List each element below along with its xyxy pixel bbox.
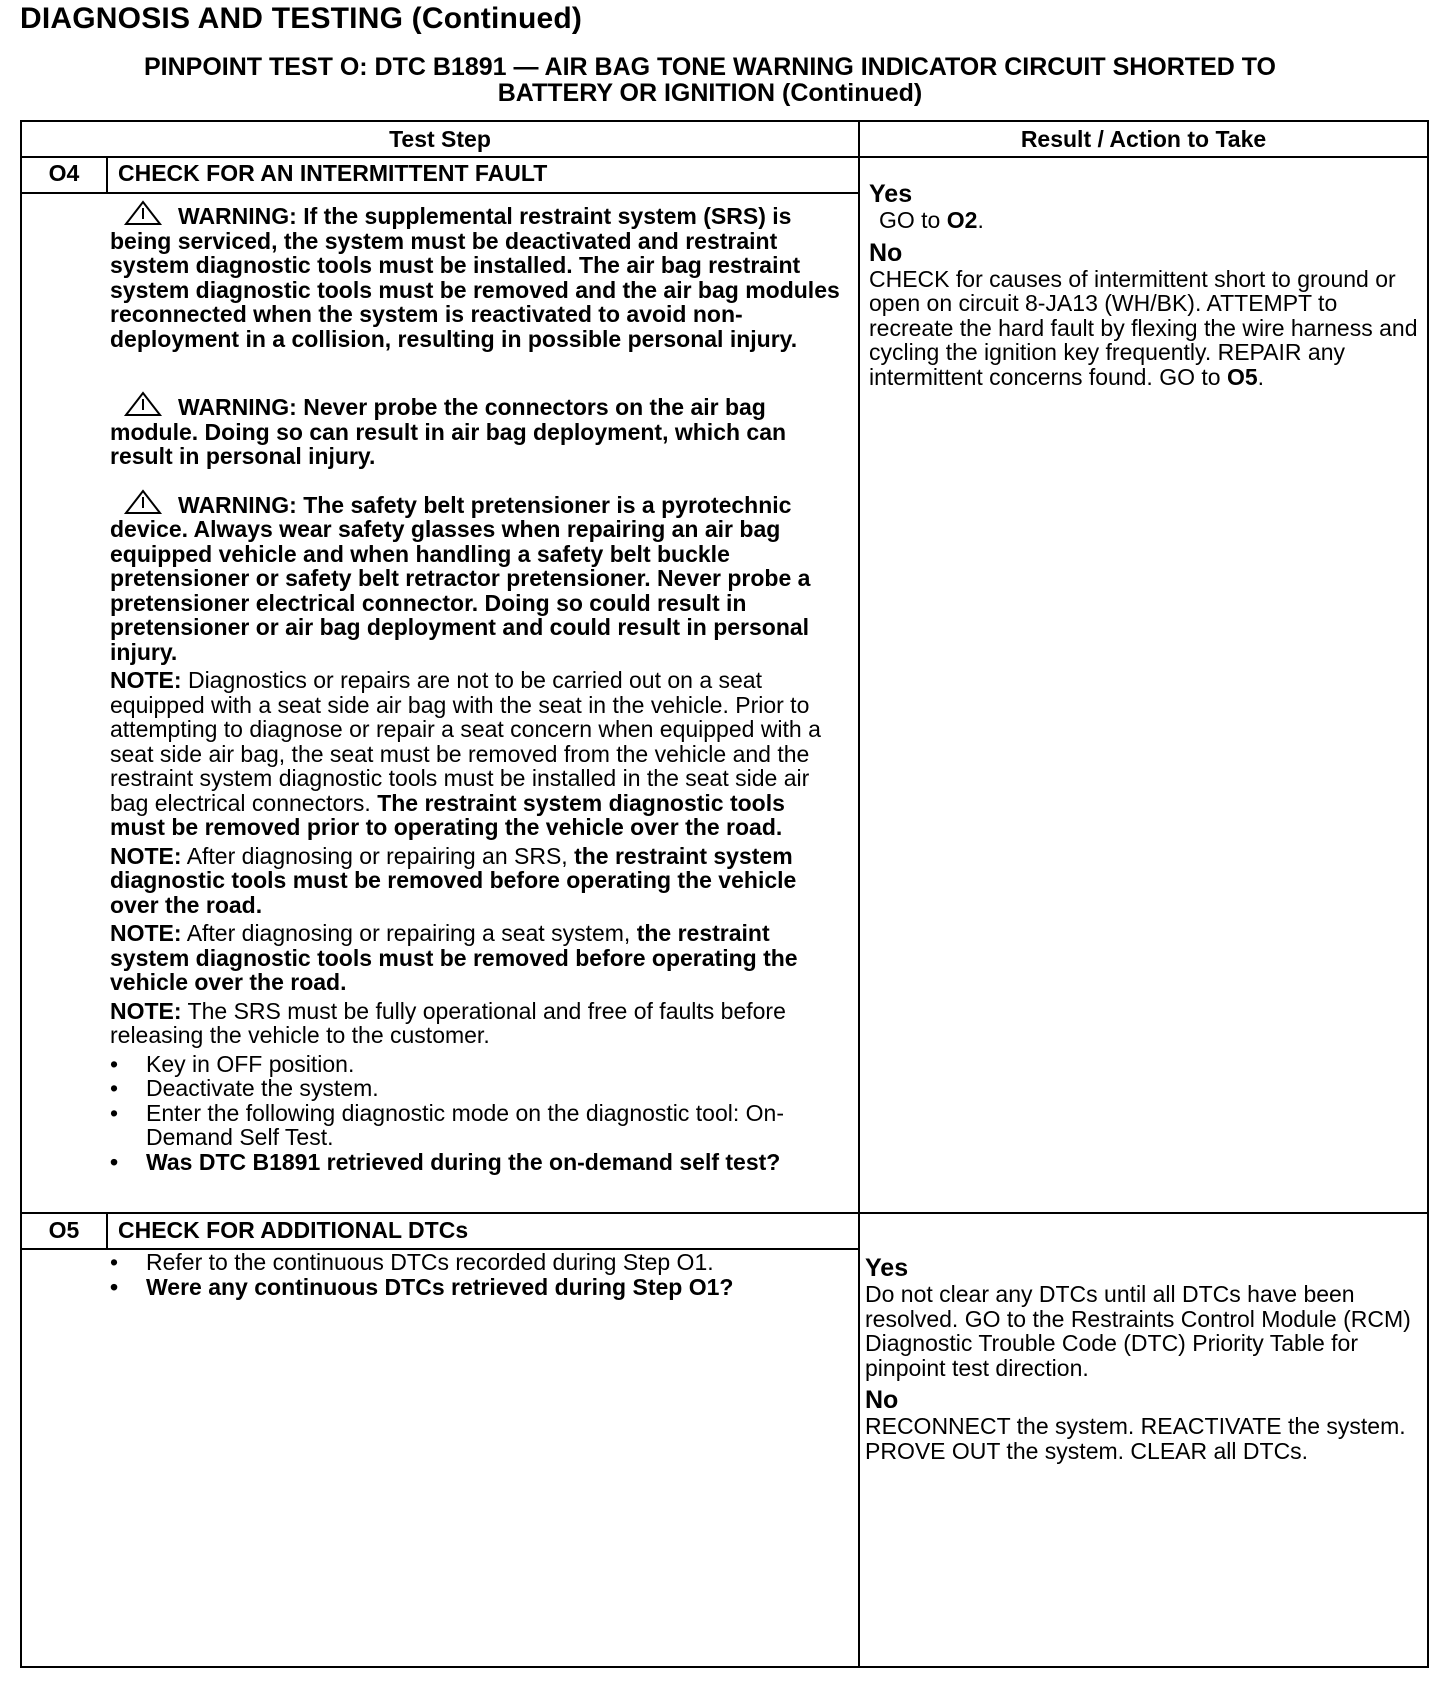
- note-srs-operational: [110, 999, 840, 1048]
- step-question-o4: • Was DTC B1891 retrieved during the on-demand self test?: [110, 1150, 840, 1175]
- note-text: The SRS must be fully operational and free of faults before releasing the vehicle to the customer.: [110, 997, 786, 1048]
- note-emphasis: the restraint system diagnostic tools must be removed before operating the vehicle over the road.: [110, 920, 798, 995]
- note-label: NOTE:: [110, 920, 182, 946]
- note-text: Diagnostics or repairs are not to be carried out on a seat equipped with a seat side air bag with the seat in the vehicle. Prior to attempting to diagnose or repair a seat concern when equipped with a seat side air bag, the seat must be removed from the vehicle and the restraint system diagnostic tools must be installed in the seat side air bag electrical connectors.: [110, 667, 821, 816]
- result-yes-action: GO to: [879, 207, 941, 233]
- note-seat-side-airbag: [110, 668, 840, 840]
- warning-triangle-icon: [122, 391, 164, 417]
- pinpoint-test-title: [60, 54, 1360, 106]
- result-no-text: RECONNECT the system. REACTIVATE the system. PROVE OUT the system. CLEAR all DTCs.: [865, 1413, 1406, 1464]
- warning-text: WARNING: If the supplemental restraint system (SRS) is being serviced, the system must be deactivated and restraint system diagnostic tools must be installed. The air bag restraint system diagnostic tools must be removed and the air bag modules reconnected when the system is reactivated to avoid non-deployment in a collision, resulting in possible personal injury.: [110, 203, 840, 352]
- result-no-label: No: [865, 1386, 899, 1414]
- warning-text: WARNING: Never probe the connectors on the air bag module. Doing so can result in air bag deployment, which can result in personal injury.: [110, 394, 787, 469]
- result-content-o4: [869, 180, 1421, 389]
- warning-triangle-icon: [122, 489, 164, 515]
- note-label: NOTE:: [110, 667, 182, 693]
- result-yes-label: Yes: [869, 180, 913, 208]
- step-question-o5: • Were any continuous DTCs retrieved during Step O1?: [110, 1275, 840, 1300]
- list-item: • Deactivate the system.: [110, 1076, 840, 1101]
- step-title-o5: CHECK FOR ADDITIONAL DTCs: [118, 1217, 469, 1243]
- warning-triangle-icon: [122, 200, 164, 226]
- note-label: NOTE:: [110, 997, 182, 1024]
- warning-srs-service: [110, 200, 840, 351]
- column-divider: [858, 122, 860, 1666]
- result-no-reference: O5: [1226, 363, 1258, 390]
- result-yes-text: GO to O2.: [879, 207, 984, 233]
- list-item: • Enter the following diagnostic mode on the diagnostic tool: On-Demand Self Test.: [110, 1101, 840, 1150]
- result-content-o5: [865, 1254, 1421, 1463]
- warning-text: WARNING: The safety belt pretensioner is a pyrotechnic device. Always wear safety glasses when repairing an air bag equipped vehicle and when handling a safety belt buckle pretensioner or safety belt retractor pretensioner. Never probe a pretensioner electrical connector. Doing so could result in pretensioner or air bag deployment and could result in personal injury.: [110, 491, 811, 665]
- note-text: After diagnosing or repairing a seat system,: [186, 920, 631, 946]
- step-content-o4: [110, 200, 840, 1174]
- step-id-o5: O5: [48, 1217, 80, 1243]
- page-title: DIAGNOSIS AND TESTING (Continued): [20, 2, 583, 35]
- result-yes-reference: O2: [946, 207, 978, 233]
- test-step-table: [20, 120, 1429, 1668]
- pinpoint-test-title-line1: PINPOINT TEST O: DTC B1891 — AIR BAG TONE WARNING INDICATOR CIRCUIT SHORTED TO: [143, 53, 1277, 81]
- step-content-o5: [110, 1250, 840, 1299]
- list-item: • Key in OFF position.: [110, 1052, 840, 1077]
- header-result-action: Result / Action to Take: [1020, 126, 1267, 152]
- pinpoint-test-title-line2: BATTERY OR IGNITION (Continued): [497, 79, 923, 107]
- step-actions-o5: [110, 1250, 840, 1299]
- note-label: NOTE:: [110, 842, 182, 869]
- note-after-srs-repair: [110, 844, 840, 918]
- step-title-o4: CHECK FOR AN INTERMITTENT FAULT: [118, 160, 548, 186]
- result-no-text: CHECK for causes of intermittent short to ground or open on circuit 8-JA13 (WH/BK). ATTEMPT to recreate the hard fault by flexing the wire harness and cycling the ignition key frequently. REPAIR any intermittent concerns found. GO to O5.: [869, 265, 1418, 390]
- step-separator: [22, 1212, 1427, 1214]
- step-actions-o4: [110, 1052, 840, 1175]
- list-item: • Refer to the continuous DTCs recorded during Step O1.: [110, 1250, 840, 1275]
- warning-probe-connectors: [110, 391, 840, 469]
- result-yes-text: Do not clear any DTCs until all DTCs have been resolved. GO to the Restraints Control Module (RCM) Diagnostic Trouble Code (DTC) Priority Table for pinpoint test direction.: [865, 1281, 1411, 1381]
- note-after-seat-repair: [110, 921, 840, 995]
- note-emphasis: the restraint system diagnostic tools must be removed before operating the vehicle over the road.: [110, 842, 797, 918]
- step-id-divider: [106, 1214, 108, 1248]
- header-divider: [22, 156, 1427, 158]
- warning-pretensioner: [110, 489, 840, 665]
- step-title-divider-o4: [22, 192, 858, 194]
- note-emphasis: The restraint system diagnostic tools must be removed prior to operating the vehicle over the road.: [110, 789, 785, 840]
- header-test-step: Test Step: [389, 126, 491, 152]
- note-text: After diagnosing or repairing an SRS,: [186, 842, 568, 869]
- result-yes-label: Yes: [865, 1254, 909, 1282]
- result-no-label: No: [869, 238, 903, 267]
- step-id-divider: [106, 158, 108, 192]
- step-id-o4: O4: [48, 160, 80, 186]
- result-no-action: CHECK for causes of intermittent short to ground or open on circuit 8-JA13 (WH/BK). ATTEMPT to recreate the hard fault by flexing the wire harness and cycling the ignition key frequently. REPAIR any intermittent concerns found. GO to: [869, 265, 1418, 390]
